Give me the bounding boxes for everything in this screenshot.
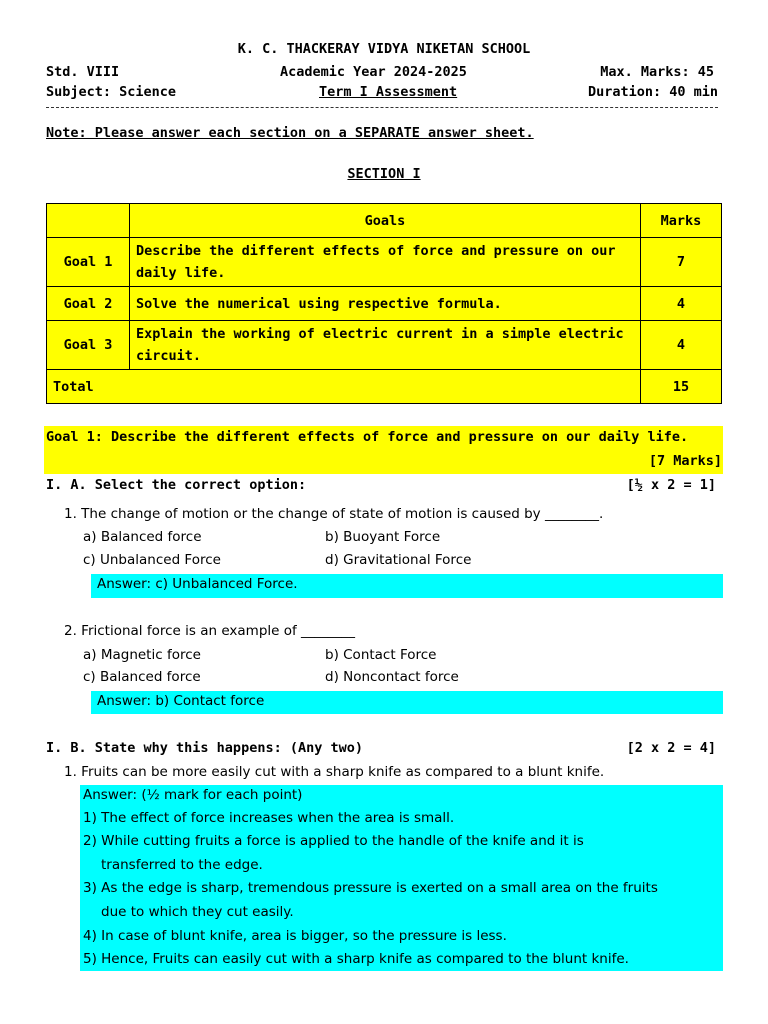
goal-marks: 7: [641, 238, 722, 287]
max-marks: Max. Marks: 45: [600, 64, 714, 80]
list-item: transferred to the edge.: [101, 857, 263, 873]
goal-marks: 4: [641, 321, 722, 370]
std-label: Std. VIII: [46, 64, 120, 80]
goals-table: [46, 203, 722, 404]
question-text: 1. Fruits can be more easily cut with a sharp knife as compared to a blunt knife.: [64, 764, 605, 780]
goal-desc-line: Explain the working of electric current in a simple electric: [136, 326, 624, 342]
list-item: 5) Hence, Fruits can easily cut with a sharp knife as compared to the blunt knife.: [83, 951, 629, 967]
answer-text: Answer: b) Contact force: [97, 693, 265, 709]
total-marks: 15: [641, 370, 722, 404]
question-text: 1. The change of motion or the change of state of motion is caused by ________.: [64, 506, 604, 522]
option: c) Unbalanced Force: [83, 552, 221, 568]
header-row-2: [46, 84, 718, 104]
subject-label: Subject: Science: [46, 84, 177, 100]
table-header-blank: [47, 204, 130, 238]
option: a) Magnetic force: [83, 647, 201, 663]
answer-text: Answer: c) Unbalanced Force.: [97, 576, 298, 592]
goal-desc-line: Solve the numerical using respective formula.: [136, 295, 502, 312]
term-title: Term I Assessment: [319, 84, 458, 100]
goal-desc-line: Describe the different effects of force and pressure on our: [136, 243, 616, 259]
goal-label: Goal 3: [47, 321, 130, 370]
goal-description: [130, 321, 641, 370]
school-name: K. C. THACKERAY VIDYA NIKETAN SCHOOL: [237, 41, 531, 57]
option: c) Balanced force: [83, 669, 201, 685]
goal1-heading: Goal 1: Describe the different effects of force and pressure on our daily life.: [46, 429, 689, 445]
note: Note: Please answer each section on a SEPARATE answer sheet.: [46, 125, 534, 141]
list-item: 4) In case of blunt knife, area is bigger, so the pressure is less.: [83, 928, 507, 944]
list-item: 2) While cutting fruits a force is applied to the handle of the knife and it is: [83, 833, 584, 849]
answer-head: Answer: (½ mark for each point): [83, 787, 303, 803]
list-item: 1) The effect of force increases when the area is small.: [83, 810, 455, 826]
part-a-title: I. A. Select the correct option:: [46, 477, 307, 493]
goal1-marks: [7 Marks]: [648, 453, 722, 469]
goal-description: [130, 287, 641, 321]
goals-table-header: [47, 204, 722, 238]
table-header-goals: Goals: [130, 204, 641, 238]
part-b-title: I. B. State why this happens: (Any two): [46, 740, 363, 756]
table-header-marks: Marks: [641, 204, 722, 238]
table-row: [47, 238, 722, 287]
goal-label: Goal 1: [47, 238, 130, 287]
option: a) Balanced force: [83, 529, 202, 545]
academic-year: Academic Year 2024-2025: [280, 64, 467, 80]
list-item: due to which they cut easily.: [101, 904, 294, 920]
divider-line: [46, 107, 718, 108]
duration: Duration: 40 min: [587, 84, 718, 100]
header-row-1: [46, 64, 718, 84]
option: d) Noncontact force: [325, 669, 459, 685]
total-label: Total: [47, 370, 641, 404]
table-total-row: [47, 370, 722, 404]
option: b) Contact Force: [325, 647, 437, 663]
part-a-marks: [½ x 2 = 1]: [626, 477, 716, 493]
goal-desc-line: circuit.: [136, 348, 202, 364]
option: d) Gravitational Force: [325, 552, 472, 568]
goal-label: Goal 2: [47, 287, 130, 321]
part-b-marks: [2 x 2 = 4]: [626, 740, 716, 756]
goal-description: [130, 238, 641, 287]
list-item: 3) As the edge is sharp, tremendous pressure is exerted on a small area on the fruits: [83, 880, 658, 896]
option: b) Buoyant Force: [325, 529, 441, 545]
goal-desc-line: daily life.: [136, 265, 226, 281]
section-title: SECTION I: [347, 166, 421, 182]
table-row: [47, 321, 722, 370]
table-row: [47, 287, 722, 321]
question-text: 2. Frictional force is an example of ________: [64, 623, 356, 639]
goal-marks: 4: [641, 287, 722, 321]
